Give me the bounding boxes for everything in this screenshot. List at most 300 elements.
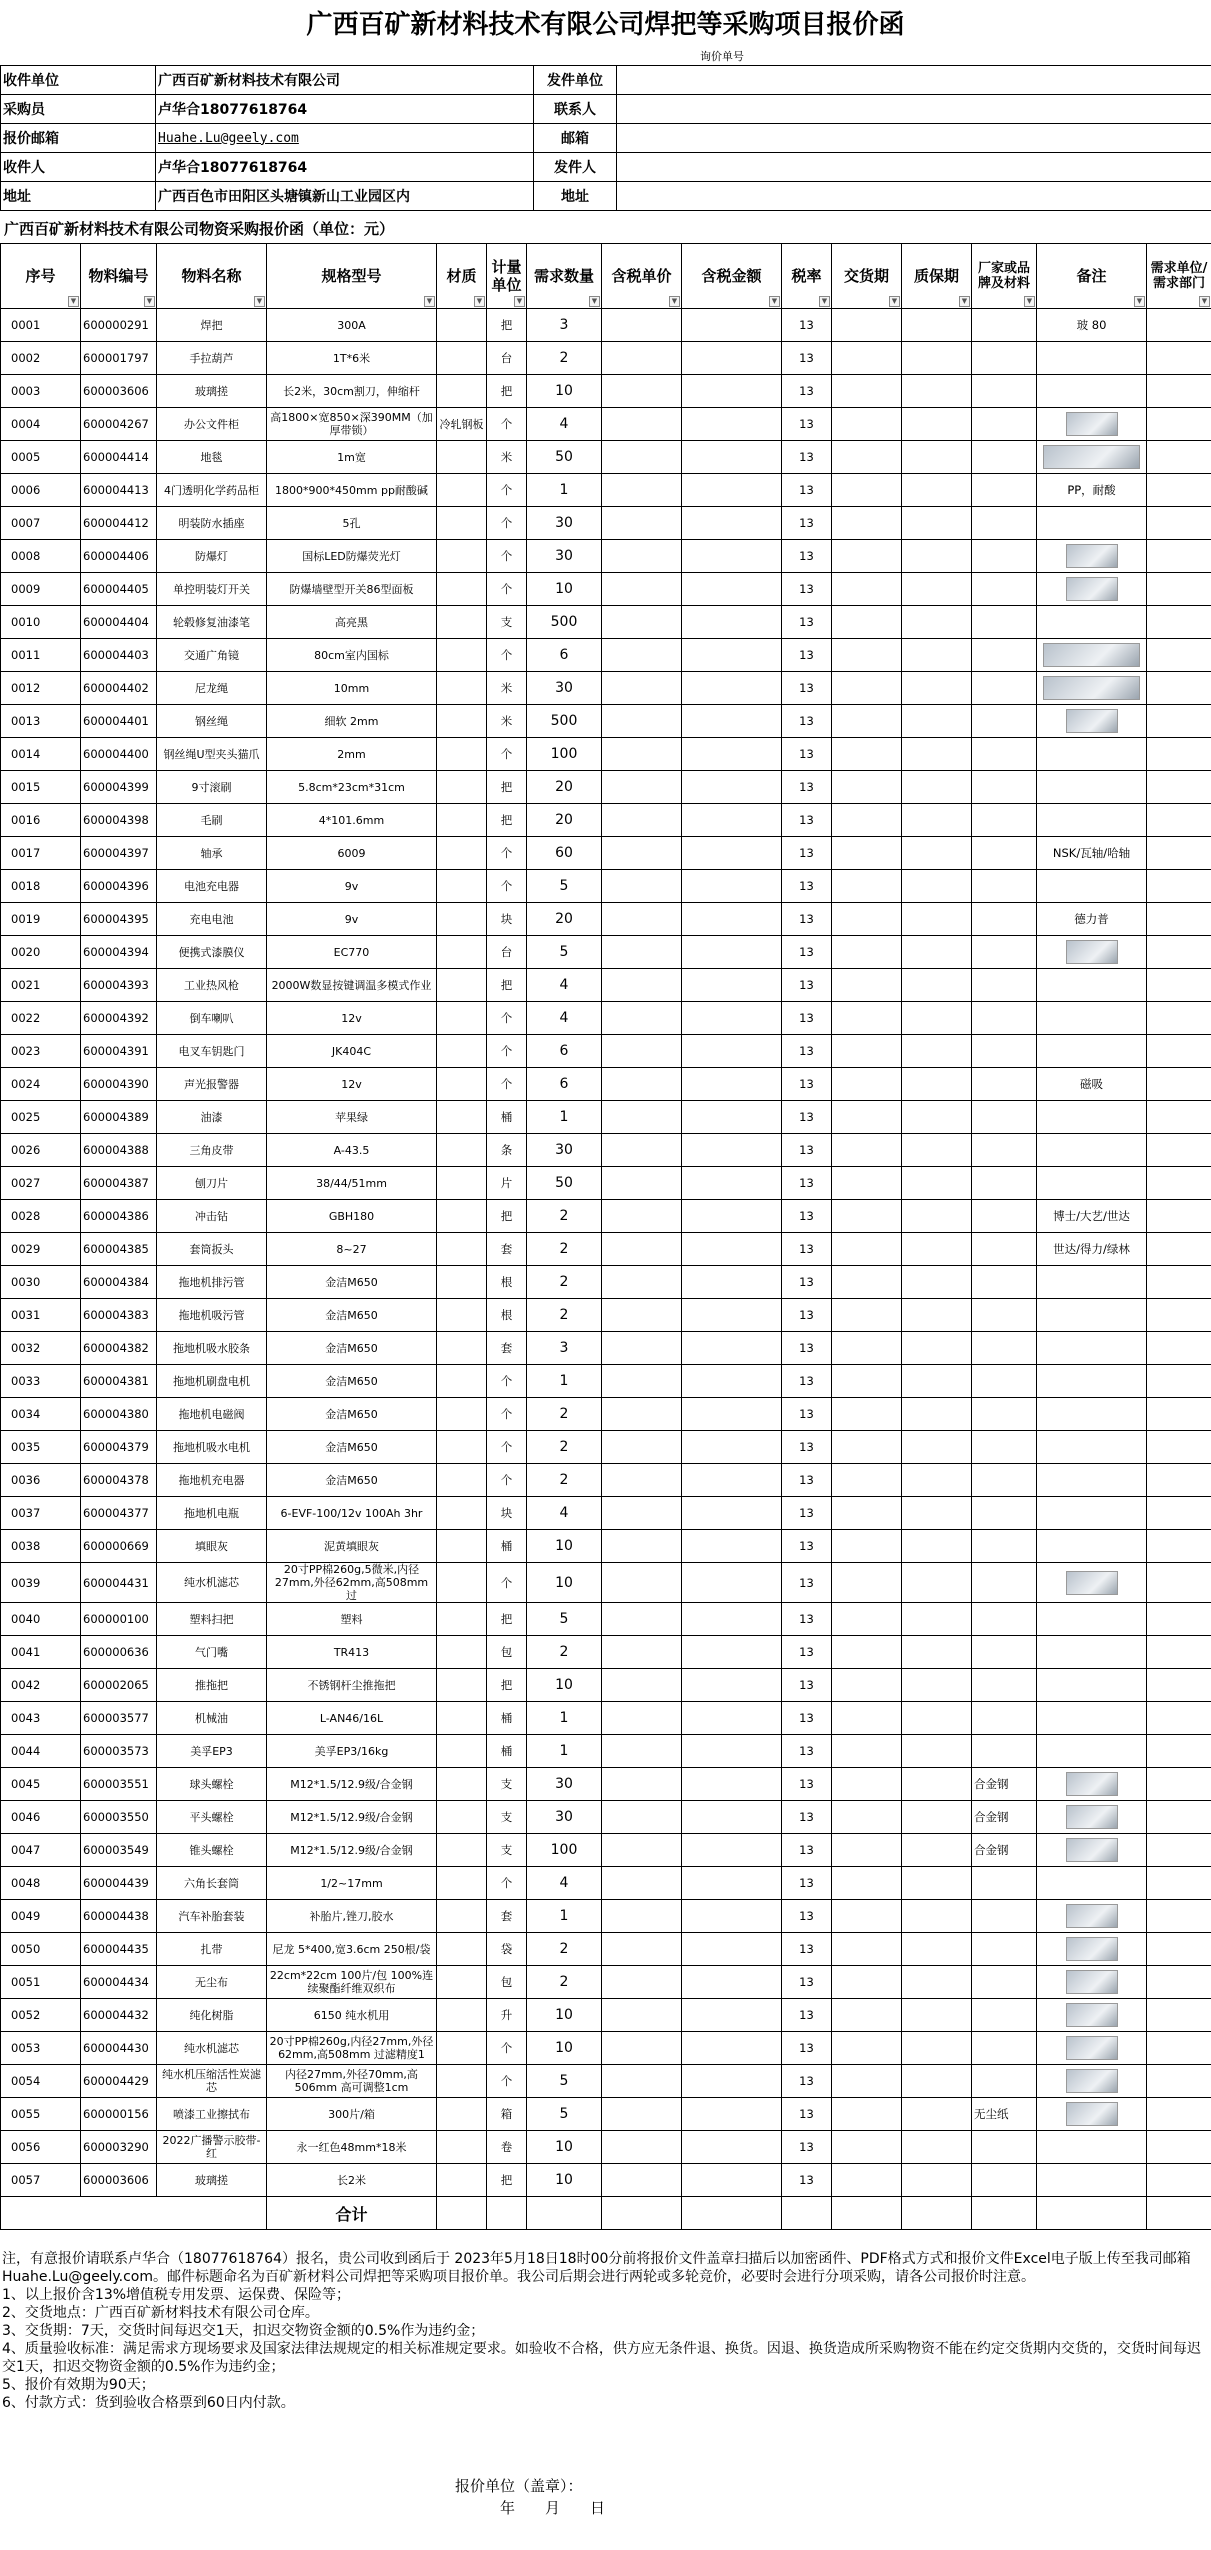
table-cell[interactable] <box>902 672 972 705</box>
table-cell[interactable] <box>682 1134 782 1167</box>
table-cell[interactable] <box>602 1530 682 1563</box>
table-cell[interactable] <box>902 573 972 606</box>
table-cell[interactable] <box>602 837 682 870</box>
table-cell[interactable] <box>1147 1603 1211 1636</box>
table-cell[interactable] <box>1147 606 1211 639</box>
table-cell[interactable] <box>902 1702 972 1735</box>
table-cell[interactable] <box>682 1332 782 1365</box>
table-cell[interactable] <box>602 309 682 342</box>
table-cell[interactable] <box>832 1167 902 1200</box>
info-value[interactable]: 卢华合18077618764 <box>156 95 534 124</box>
table-cell[interactable] <box>1147 1167 1211 1200</box>
table-cell[interactable] <box>682 837 782 870</box>
table-cell[interactable] <box>1147 1002 1211 1035</box>
table-cell[interactable] <box>602 804 682 837</box>
table-cell[interactable] <box>682 969 782 1002</box>
table-cell[interactable] <box>902 507 972 540</box>
table-cell[interactable] <box>902 2032 972 2065</box>
table-cell[interactable] <box>832 1768 902 1801</box>
table-cell[interactable] <box>1147 1068 1211 1101</box>
table-cell[interactable] <box>1147 474 1211 507</box>
table-cell[interactable] <box>602 1068 682 1101</box>
table-cell[interactable] <box>682 1834 782 1867</box>
table-cell[interactable] <box>1147 1266 1211 1299</box>
table-cell[interactable] <box>602 1299 682 1332</box>
table-cell[interactable] <box>832 540 902 573</box>
table-cell[interactable] <box>832 2098 902 2131</box>
filter-dropdown-icon[interactable]: ▼ <box>424 296 435 307</box>
table-cell[interactable] <box>682 1266 782 1299</box>
table-cell[interactable] <box>902 1999 972 2032</box>
table-cell[interactable] <box>682 441 782 474</box>
table-cell[interactable] <box>602 1834 682 1867</box>
table-cell[interactable] <box>682 639 782 672</box>
table-cell[interactable] <box>602 1464 682 1497</box>
table-cell[interactable] <box>832 1101 902 1134</box>
info-value[interactable]: 广西百矿新材料技术有限公司 <box>156 66 534 95</box>
table-cell[interactable] <box>832 1365 902 1398</box>
table-cell[interactable] <box>682 705 782 738</box>
filter-dropdown-icon[interactable]: ▼ <box>514 296 525 307</box>
table-cell[interactable] <box>1147 1933 1211 1966</box>
table-cell[interactable] <box>602 441 682 474</box>
table-cell[interactable] <box>832 1134 902 1167</box>
table-cell[interactable] <box>902 1464 972 1497</box>
table-cell[interactable] <box>902 474 972 507</box>
table-cell[interactable] <box>832 1266 902 1299</box>
table-cell[interactable] <box>832 441 902 474</box>
table-cell[interactable] <box>832 606 902 639</box>
table-cell[interactable] <box>902 1669 972 1702</box>
table-cell[interactable] <box>902 342 972 375</box>
table-cell[interactable] <box>832 1834 902 1867</box>
table-cell[interactable] <box>902 408 972 441</box>
table-cell[interactable] <box>1147 1702 1211 1735</box>
table-cell[interactable] <box>682 1966 782 1999</box>
table-cell[interactable] <box>682 1933 782 1966</box>
table-cell[interactable] <box>832 1867 902 1900</box>
table-cell[interactable] <box>832 408 902 441</box>
table-cell[interactable] <box>832 2131 902 2164</box>
table-cell[interactable] <box>1147 672 1211 705</box>
info-value[interactable]: 卢华合18077618764 <box>156 153 534 182</box>
table-cell[interactable] <box>832 1735 902 1768</box>
table-cell[interactable] <box>902 1900 972 1933</box>
table-cell[interactable] <box>1147 1867 1211 1900</box>
table-cell[interactable] <box>1147 1398 1211 1431</box>
table-cell[interactable] <box>1147 507 1211 540</box>
table-cell[interactable] <box>902 1497 972 1530</box>
table-cell[interactable] <box>902 804 972 837</box>
table-cell[interactable] <box>832 1636 902 1669</box>
table-cell[interactable] <box>832 1966 902 1999</box>
filter-dropdown-icon[interactable]: ▼ <box>474 296 485 307</box>
table-cell[interactable] <box>902 1233 972 1266</box>
table-cell[interactable] <box>682 1801 782 1834</box>
table-cell[interactable] <box>682 573 782 606</box>
filter-dropdown-icon[interactable]: ▼ <box>254 296 265 307</box>
table-cell[interactable] <box>902 1002 972 1035</box>
info-value[interactable] <box>617 66 1211 95</box>
table-cell[interactable] <box>602 1497 682 1530</box>
table-cell[interactable] <box>832 1233 902 1266</box>
table-cell[interactable] <box>832 342 902 375</box>
table-cell[interactable] <box>902 1933 972 1966</box>
table-cell[interactable] <box>1147 1101 1211 1134</box>
table-cell[interactable] <box>902 375 972 408</box>
table-cell[interactable] <box>902 606 972 639</box>
table-cell[interactable] <box>682 1497 782 1530</box>
table-cell[interactable] <box>602 771 682 804</box>
table-cell[interactable] <box>602 540 682 573</box>
table-cell[interactable] <box>1147 1365 1211 1398</box>
table-cell[interactable] <box>832 837 902 870</box>
table-cell[interactable] <box>602 1431 682 1464</box>
table-cell[interactable] <box>602 1035 682 1068</box>
table-cell[interactable] <box>902 1966 972 1999</box>
table-cell[interactable] <box>1147 837 1211 870</box>
table-cell[interactable] <box>1147 1299 1211 1332</box>
table-cell[interactable] <box>682 309 782 342</box>
table-cell[interactable] <box>1147 1497 1211 1530</box>
info-value[interactable] <box>617 153 1211 182</box>
table-cell[interactable] <box>602 606 682 639</box>
table-cell[interactable] <box>682 1200 782 1233</box>
table-cell[interactable] <box>832 2065 902 2098</box>
table-cell[interactable] <box>832 1299 902 1332</box>
table-cell[interactable] <box>1147 1834 1211 1867</box>
table-cell[interactable] <box>682 1603 782 1636</box>
table-cell[interactable] <box>682 2065 782 2098</box>
filter-dropdown-icon[interactable]: ▼ <box>589 296 600 307</box>
table-cell[interactable] <box>1147 309 1211 342</box>
table-cell[interactable] <box>602 2131 682 2164</box>
table-cell[interactable] <box>902 837 972 870</box>
table-cell[interactable] <box>902 1398 972 1431</box>
table-cell[interactable] <box>602 1702 682 1735</box>
table-cell[interactable] <box>902 1636 972 1669</box>
table-cell[interactable] <box>602 1332 682 1365</box>
table-cell[interactable] <box>832 1200 902 1233</box>
table-cell[interactable] <box>1147 1464 1211 1497</box>
table-cell[interactable] <box>902 1101 972 1134</box>
table-cell[interactable] <box>682 1464 782 1497</box>
table-cell[interactable] <box>682 1299 782 1332</box>
table-cell[interactable] <box>682 1735 782 1768</box>
table-cell[interactable] <box>602 1966 682 1999</box>
table-cell[interactable] <box>1147 1035 1211 1068</box>
filter-dropdown-icon[interactable]: ▼ <box>1199 296 1210 307</box>
table-cell[interactable] <box>1147 903 1211 936</box>
table-cell[interactable] <box>1147 408 1211 441</box>
table-cell[interactable] <box>1147 1530 1211 1563</box>
table-cell[interactable] <box>682 870 782 903</box>
table-cell[interactable] <box>682 1867 782 1900</box>
total-cell[interactable] <box>1147 2197 1211 2230</box>
filter-dropdown-icon[interactable]: ▼ <box>669 296 680 307</box>
table-cell[interactable] <box>602 903 682 936</box>
table-cell[interactable] <box>1147 2098 1211 2131</box>
table-cell[interactable] <box>682 1768 782 1801</box>
table-cell[interactable] <box>682 2098 782 2131</box>
table-cell[interactable] <box>602 639 682 672</box>
total-cell[interactable] <box>972 2197 1037 2230</box>
table-cell[interactable] <box>1147 1801 1211 1834</box>
table-cell[interactable] <box>1147 342 1211 375</box>
table-cell[interactable] <box>1147 2032 1211 2065</box>
table-cell[interactable] <box>902 1299 972 1332</box>
table-cell[interactable] <box>602 375 682 408</box>
filter-dropdown-icon[interactable]: ▼ <box>819 296 830 307</box>
table-cell[interactable] <box>902 1801 972 1834</box>
table-cell[interactable] <box>1147 1200 1211 1233</box>
table-cell[interactable] <box>1147 870 1211 903</box>
table-cell[interactable] <box>832 1431 902 1464</box>
table-cell[interactable] <box>602 1933 682 1966</box>
info-value[interactable] <box>617 182 1211 211</box>
table-cell[interactable] <box>1147 771 1211 804</box>
table-cell[interactable] <box>682 342 782 375</box>
table-cell[interactable] <box>602 1167 682 1200</box>
table-cell[interactable] <box>602 1603 682 1636</box>
table-cell[interactable] <box>682 771 782 804</box>
filter-dropdown-icon[interactable]: ▼ <box>1024 296 1035 307</box>
table-cell[interactable] <box>682 1002 782 1035</box>
table-cell[interactable] <box>902 1167 972 1200</box>
table-cell[interactable] <box>682 936 782 969</box>
table-cell[interactable] <box>682 540 782 573</box>
table-cell[interactable] <box>602 1900 682 1933</box>
table-cell[interactable] <box>832 738 902 771</box>
filter-dropdown-icon[interactable]: ▼ <box>959 296 970 307</box>
table-cell[interactable] <box>682 1900 782 1933</box>
total-cell[interactable] <box>682 2197 782 2230</box>
table-cell[interactable] <box>1147 441 1211 474</box>
table-cell[interactable] <box>682 2164 782 2197</box>
table-cell[interactable] <box>832 771 902 804</box>
table-cell[interactable] <box>682 1233 782 1266</box>
table-cell[interactable] <box>902 2164 972 2197</box>
table-cell[interactable] <box>832 969 902 1002</box>
info-value[interactable]: 广西百色市田阳区头塘镇新山工业园区内 <box>156 182 534 211</box>
table-cell[interactable] <box>832 1801 902 1834</box>
table-cell[interactable] <box>832 1900 902 1933</box>
table-cell[interactable] <box>1147 1999 1211 2032</box>
table-cell[interactable] <box>682 1068 782 1101</box>
table-cell[interactable] <box>902 705 972 738</box>
table-cell[interactable] <box>832 573 902 606</box>
table-cell[interactable] <box>1147 1768 1211 1801</box>
table-cell[interactable] <box>602 2098 682 2131</box>
table-cell[interactable] <box>602 705 682 738</box>
table-cell[interactable] <box>832 2164 902 2197</box>
table-cell[interactable] <box>682 1530 782 1563</box>
table-cell[interactable] <box>902 1603 972 1636</box>
total-cell[interactable] <box>782 2197 832 2230</box>
table-cell[interactable] <box>682 903 782 936</box>
table-cell[interactable] <box>602 1002 682 1035</box>
table-cell[interactable] <box>682 1167 782 1200</box>
table-cell[interactable] <box>832 1332 902 1365</box>
table-cell[interactable] <box>602 2032 682 2065</box>
table-cell[interactable] <box>832 672 902 705</box>
table-cell[interactable] <box>832 903 902 936</box>
table-cell[interactable] <box>602 507 682 540</box>
total-cell[interactable] <box>832 2197 902 2230</box>
table-cell[interactable] <box>602 2065 682 2098</box>
table-cell[interactable] <box>832 1002 902 1035</box>
table-cell[interactable] <box>682 672 782 705</box>
table-cell[interactable] <box>902 441 972 474</box>
total-cell[interactable] <box>902 2197 972 2230</box>
table-cell[interactable] <box>902 936 972 969</box>
table-cell[interactable] <box>1147 969 1211 1002</box>
table-cell[interactable] <box>602 870 682 903</box>
table-cell[interactable] <box>1147 1563 1211 1603</box>
table-cell[interactable] <box>902 309 972 342</box>
table-cell[interactable] <box>902 540 972 573</box>
table-cell[interactable] <box>832 1702 902 1735</box>
table-cell[interactable] <box>902 738 972 771</box>
table-cell[interactable] <box>832 870 902 903</box>
table-cell[interactable] <box>832 1603 902 1636</box>
table-cell[interactable] <box>902 969 972 1002</box>
table-cell[interactable] <box>1147 2065 1211 2098</box>
total-cell[interactable] <box>437 2197 487 2230</box>
table-cell[interactable] <box>1147 639 1211 672</box>
table-cell[interactable] <box>682 1365 782 1398</box>
table-cell[interactable] <box>682 2032 782 2065</box>
table-cell[interactable] <box>832 804 902 837</box>
info-value[interactable]: Huahe.Lu@geely.com <box>156 124 534 153</box>
table-cell[interactable] <box>1147 1233 1211 1266</box>
table-cell[interactable] <box>682 1702 782 1735</box>
table-cell[interactable] <box>682 738 782 771</box>
table-cell[interactable] <box>602 936 682 969</box>
table-cell[interactable] <box>902 1735 972 1768</box>
table-cell[interactable] <box>832 1999 902 2032</box>
filter-dropdown-icon[interactable]: ▼ <box>769 296 780 307</box>
table-cell[interactable] <box>832 1068 902 1101</box>
table-cell[interactable] <box>902 2098 972 2131</box>
table-cell[interactable] <box>682 375 782 408</box>
table-cell[interactable] <box>602 2164 682 2197</box>
table-cell[interactable] <box>602 1101 682 1134</box>
total-cell[interactable] <box>1037 2197 1147 2230</box>
table-cell[interactable] <box>1147 1332 1211 1365</box>
table-cell[interactable] <box>682 1035 782 1068</box>
table-cell[interactable] <box>1147 573 1211 606</box>
table-cell[interactable] <box>832 1563 902 1603</box>
table-cell[interactable] <box>682 2131 782 2164</box>
table-cell[interactable] <box>902 1035 972 1068</box>
table-cell[interactable] <box>902 1834 972 1867</box>
table-cell[interactable] <box>902 870 972 903</box>
table-cell[interactable] <box>602 1233 682 1266</box>
table-cell[interactable] <box>832 1035 902 1068</box>
table-cell[interactable] <box>902 1134 972 1167</box>
table-cell[interactable] <box>832 639 902 672</box>
table-cell[interactable] <box>602 1365 682 1398</box>
table-cell[interactable] <box>602 1768 682 1801</box>
table-cell[interactable] <box>832 1464 902 1497</box>
table-cell[interactable] <box>1147 375 1211 408</box>
filter-dropdown-icon[interactable]: ▼ <box>1134 296 1145 307</box>
table-cell[interactable] <box>682 804 782 837</box>
table-cell[interactable] <box>902 1530 972 1563</box>
table-cell[interactable] <box>602 342 682 375</box>
table-cell[interactable] <box>602 1867 682 1900</box>
table-cell[interactable] <box>902 1068 972 1101</box>
table-cell[interactable] <box>602 969 682 1002</box>
table-cell[interactable] <box>902 903 972 936</box>
table-cell[interactable] <box>1147 2164 1211 2197</box>
filter-dropdown-icon[interactable]: ▼ <box>144 296 155 307</box>
table-cell[interactable] <box>682 1101 782 1134</box>
table-cell[interactable] <box>682 1636 782 1669</box>
table-cell[interactable] <box>682 1398 782 1431</box>
table-cell[interactable] <box>1147 705 1211 738</box>
table-cell[interactable] <box>1147 936 1211 969</box>
table-cell[interactable] <box>682 474 782 507</box>
table-cell[interactable] <box>902 1332 972 1365</box>
table-cell[interactable] <box>602 1801 682 1834</box>
table-cell[interactable] <box>602 1398 682 1431</box>
table-cell[interactable] <box>682 1669 782 1702</box>
table-cell[interactable] <box>1147 1735 1211 1768</box>
table-cell[interactable] <box>832 936 902 969</box>
info-value[interactable] <box>617 124 1211 153</box>
table-cell[interactable] <box>1147 1966 1211 1999</box>
total-cell[interactable] <box>487 2197 527 2230</box>
table-cell[interactable] <box>682 606 782 639</box>
table-cell[interactable] <box>832 1669 902 1702</box>
table-cell[interactable] <box>902 1200 972 1233</box>
table-cell[interactable] <box>602 1134 682 1167</box>
table-cell[interactable] <box>832 375 902 408</box>
table-cell[interactable] <box>902 2131 972 2164</box>
table-cell[interactable] <box>832 507 902 540</box>
table-cell[interactable] <box>1147 1134 1211 1167</box>
table-cell[interactable] <box>832 1398 902 1431</box>
table-cell[interactable] <box>832 705 902 738</box>
table-cell[interactable] <box>1147 1900 1211 1933</box>
table-cell[interactable] <box>1147 1636 1211 1669</box>
table-cell[interactable] <box>832 1933 902 1966</box>
filter-dropdown-icon[interactable]: ▼ <box>68 296 79 307</box>
table-cell[interactable] <box>1147 804 1211 837</box>
info-value[interactable] <box>617 95 1211 124</box>
table-cell[interactable] <box>902 1266 972 1299</box>
table-cell[interactable] <box>902 639 972 672</box>
table-cell[interactable] <box>602 738 682 771</box>
total-cell[interactable] <box>527 2197 602 2230</box>
table-cell[interactable] <box>602 1999 682 2032</box>
table-cell[interactable] <box>602 1735 682 1768</box>
table-cell[interactable] <box>602 474 682 507</box>
table-cell[interactable] <box>1147 1431 1211 1464</box>
table-cell[interactable] <box>832 474 902 507</box>
table-cell[interactable] <box>832 309 902 342</box>
table-cell[interactable] <box>602 1563 682 1603</box>
table-cell[interactable] <box>602 1669 682 1702</box>
table-cell[interactable] <box>602 1636 682 1669</box>
table-cell[interactable] <box>902 1431 972 1464</box>
table-cell[interactable] <box>602 1200 682 1233</box>
table-cell[interactable] <box>682 1431 782 1464</box>
table-cell[interactable] <box>602 1266 682 1299</box>
table-cell[interactable] <box>902 1563 972 1603</box>
